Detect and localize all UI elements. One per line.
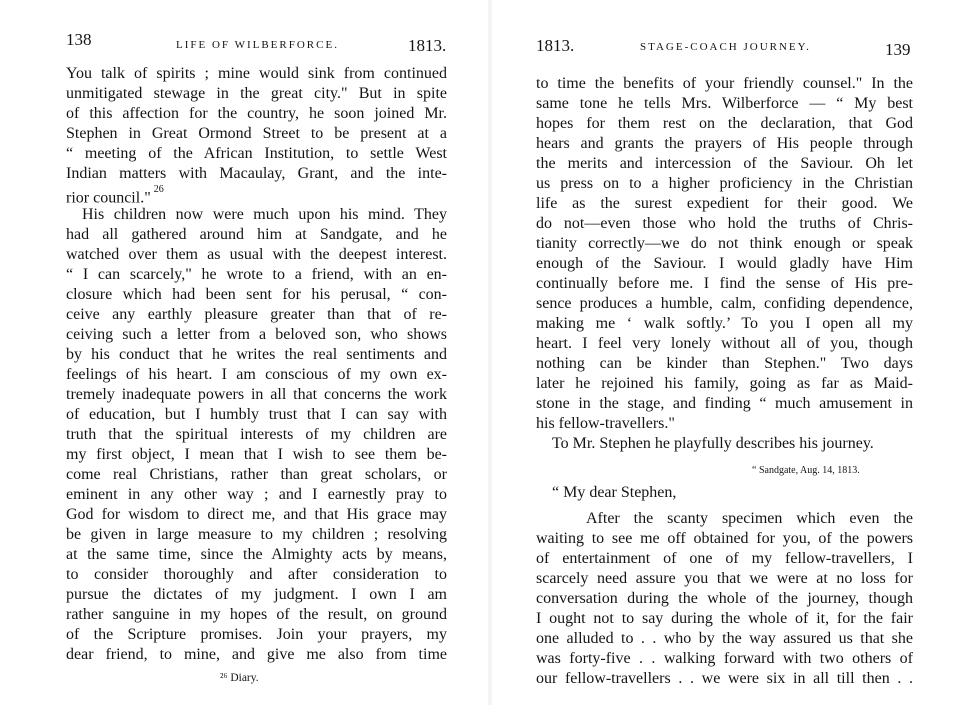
text-line: You talk of spirits ; mine would sink from continued xyxy=(66,65,447,82)
text-line: of the Scripture promises. Join your prayers, my xyxy=(66,626,447,643)
text-line: come real Christians, rather than great scholars, or xyxy=(66,466,447,483)
text-line: at the same time, since the Almighty acts by means, xyxy=(66,546,447,563)
text-line: ceiving such a letter from a beloved son, who shows xyxy=(66,326,447,343)
text-line: waiting to see me off obtained for you, of the powers xyxy=(536,530,913,547)
text-line: stone in the stage, and finding “ much amusement in xyxy=(536,395,913,412)
text-line: God for wisdom to direct me, and that His grace may xyxy=(66,506,447,523)
text-line: enough of the Saviour. I would gladly have Him xyxy=(536,255,913,272)
text-line: hopes for them rest on the declaration, that God xyxy=(536,115,913,132)
text-line: tianity correctly—we do not think enough or speak xyxy=(536,235,913,252)
text-line: feelings of his heart. I am conscious of my own ex- xyxy=(66,366,447,383)
text-line: truth that the spiritual interests of my children are xyxy=(66,426,447,443)
text-line: dear friend, to mine, and give me also from time xyxy=(66,646,447,663)
text-line: His children now were much upon his mind. They xyxy=(82,206,447,223)
text-line: us press on to a higher proficiency in the Christian xyxy=(536,175,913,192)
text-line: closure which had been sent for his perusal, “ con- xyxy=(66,286,447,303)
text-line: continually before me. I find the sense of His pre- xyxy=(536,275,913,292)
text-line: to consider thoroughly and after consideration to xyxy=(66,566,447,583)
text-line: of entertainment of one of my fellow-travellers, I xyxy=(536,550,913,567)
text-line: was forty-five . . walking forward with two others of xyxy=(536,650,913,667)
text-line: nothing can be kinder than Stephen." Two days xyxy=(536,355,913,372)
text-line: eminent in any other way ; and I earnestly pray to xyxy=(66,486,447,503)
running-head: LIFE OF WILBERFORCE. xyxy=(176,39,339,51)
text-line: unmitigated stewage in the great city." But in spite xyxy=(66,85,447,102)
letter-dateline: “ Sandgate, Aug. 14, 1813. xyxy=(752,465,860,476)
text-line-content: rior council." xyxy=(66,189,151,204)
text-line: my first object, I mean that I wish to see them be- xyxy=(66,446,447,463)
text-line: same tone he tells Mrs. Wilberforce — “ My best xyxy=(536,95,913,112)
text-line: his fellow-travellers." xyxy=(536,415,675,432)
text-line: of education, but I humbly trust that I can say with xyxy=(66,406,447,423)
text-line: of this affection for the country, he soon joined Mr. xyxy=(66,105,447,122)
text-line: our fellow-travellers . . we were six in all till then . . xyxy=(536,670,913,687)
text-line: the merits and intercession of the Saviour. Oh let xyxy=(536,155,913,172)
text-line: pursue the dictates of my judgment. I own I am xyxy=(66,586,447,603)
text-line: making me ‘ walk softly.’ To you I open all my xyxy=(536,315,913,332)
text-line: heart. I feel very lonely without all of you, though xyxy=(536,335,913,352)
running-head: STAGE-COACH JOURNEY. xyxy=(640,41,811,53)
text-line: watched over them as usual with the deepest interest. xyxy=(66,246,447,263)
text-line: scarcely need assure you that we were at no loss for xyxy=(536,570,913,587)
page-number: 139 xyxy=(885,40,911,59)
text-line: do not—even those who hold the truths of Chris- xyxy=(536,215,913,232)
text-line: tremely inadequate powers in all that concerns the work xyxy=(66,386,447,403)
text-line: sence produces a humble, calm, confiding dependence, xyxy=(536,295,913,312)
text-line: ceive any earthly pleasure greater than that of re- xyxy=(66,306,447,323)
text-line: conversation during the whole of the journey, though xyxy=(536,590,913,607)
text-line: hears and grants the prayers of His people through xyxy=(536,135,913,152)
text-line: After the scanty specimen which even the xyxy=(586,510,913,527)
text-line: one alluded to . . who by the way assured us that she xyxy=(536,630,913,647)
running-head-year: 1813. xyxy=(408,36,447,55)
text-line: had all gathered around him at Sandgate, and he xyxy=(66,226,447,243)
text-line: Indian matters with Macaulay, Grant, and the inte- xyxy=(66,165,447,182)
text-line: later he rejoined his family, going as far as Maid- xyxy=(536,375,913,392)
footnote: ²⁶ Diary. xyxy=(220,672,259,684)
text-line: rather sanguine in my hopes of the result, on ground xyxy=(66,606,447,623)
text-line: to time the benefits of your friendly counsel." In the xyxy=(536,75,913,92)
text-line xyxy=(66,184,447,204)
page-number: 138 xyxy=(66,30,92,49)
text-line: life as the surest expedient for their good. We xyxy=(536,195,913,212)
letter-salutation: “ My dear Stephen, xyxy=(552,484,677,501)
text-line: Stephen in Great Ormond Street to be present at a xyxy=(66,125,447,142)
text-line: be given in large measure to my children ; resolving xyxy=(66,526,447,543)
text-line: I ought not to say during the whole of it, for the fair xyxy=(536,610,913,627)
text-line: “ I can scarcely," he wrote to a friend, with an en- xyxy=(66,266,447,283)
text-line: To Mr. Stephen he playfully describes his journey. xyxy=(552,435,874,452)
right-page xyxy=(490,0,980,705)
text-line: “ meeting of the African Institution, to settle West xyxy=(66,145,447,162)
text-line: by his conduct that he writes the real sentiments and xyxy=(66,346,447,363)
running-head-year: 1813. xyxy=(536,36,575,55)
footnote-marker: 26 xyxy=(153,184,164,195)
